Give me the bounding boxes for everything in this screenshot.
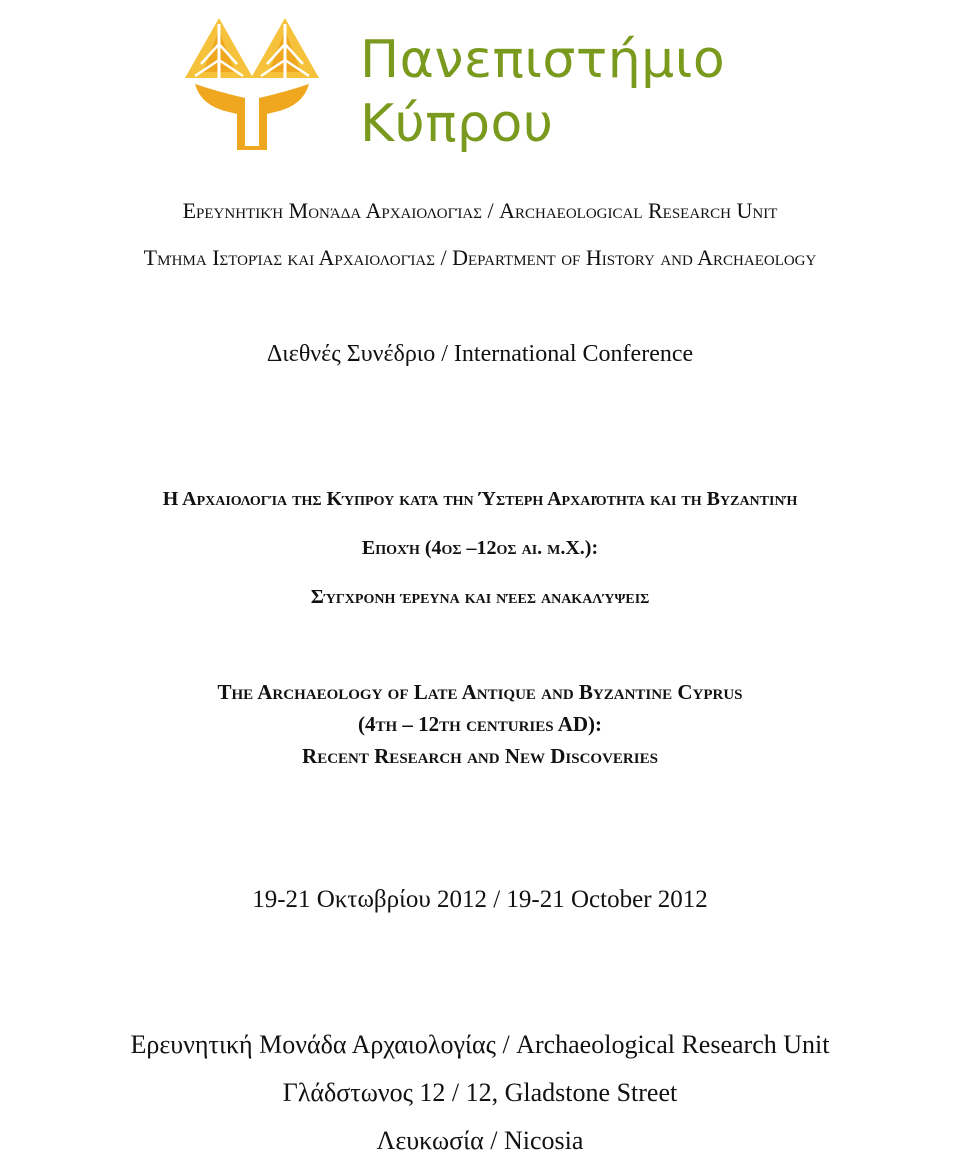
address-line-3: Λευκωσία / Nicosia xyxy=(376,1126,584,1155)
greek-title-line-2: Εποχή (4ος –12ος αι. μ.Χ.): xyxy=(361,537,599,559)
greek-title-line-1: Η Αρχαιολογία της Κύπρου κατά την Ύστερη Αρχαιότητα και τη Βυζαντινή xyxy=(162,488,798,510)
address-line-1: Ερευνητική Μονάδα Αρχαιολογίας / Archaeological Research Unit xyxy=(130,1030,830,1059)
cup-trunk-icon xyxy=(195,84,309,150)
conference-type: Διεθνές Συνέδριο / International Conference xyxy=(266,341,694,367)
department-heading: Τμήμα Ιστορίας και Αρχαιολογίας / Department of History and Archaeology xyxy=(143,245,817,270)
unit-heading: Ερευνητική Μονάδα Αρχαιολογίας / Archaeological Research Unit xyxy=(182,198,778,223)
tree-emblem-icon xyxy=(175,0,355,176)
university-logo xyxy=(175,0,745,176)
logo-text-line1: Πανεπιστήμιο xyxy=(360,30,726,90)
english-title-line-3: Recent Research and New Discoveries xyxy=(302,744,658,768)
logo-text-line2: Κύπρου xyxy=(360,94,554,154)
english-title-line-2: (4th – 12th centuries AD): xyxy=(357,712,603,736)
right-tree-icon xyxy=(251,18,319,80)
conference-dates: 19-21 Οκτωβρίου 2012 / 19-21 October 2012 xyxy=(252,886,708,913)
english-title-line-1: The Archaeology of Late Antique and Byzantine Cyprus xyxy=(217,680,743,704)
address-line-2: Γλάδστωνος 12 / 12, Gladstone Street xyxy=(282,1078,678,1107)
left-tree-icon xyxy=(185,18,253,80)
greek-title-line-3: Σύγχρονη έρευνα και νέες ανακαλύψεις xyxy=(310,586,650,608)
